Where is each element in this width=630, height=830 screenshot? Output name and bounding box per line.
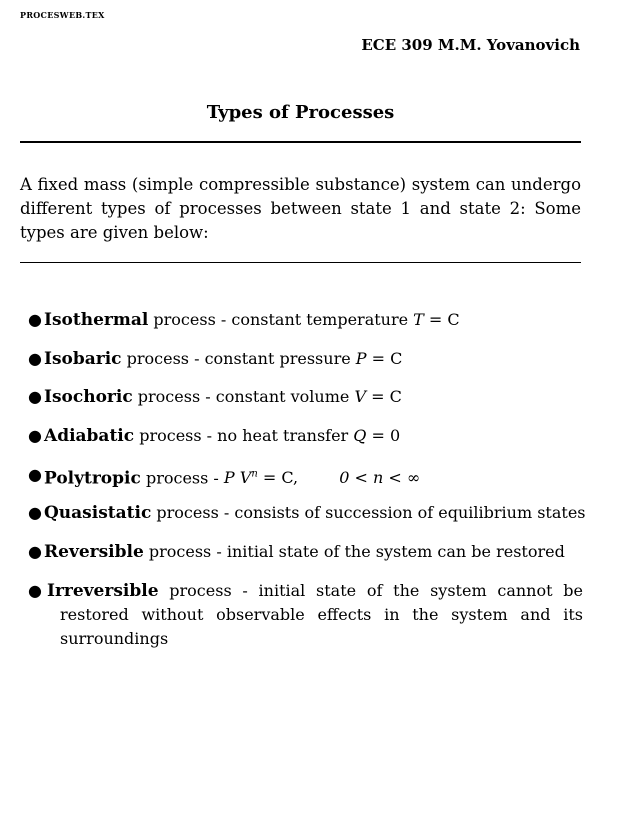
process-formula: T = C [413,310,460,329]
bullet-icon: ● [28,348,42,368]
file-name: PROCESWEB.TEX [20,10,105,20]
process-formula: Q = 0 [353,426,401,446]
process-term: Isobaric [44,348,122,369]
process-description: process - consists of succession of equilibrium states [156,503,586,523]
list-item-adiabatic [28,424,583,463]
list-item-isochoric [28,385,583,424]
bullet-icon: ● [28,580,42,600]
course-author: ECE 309 M.M. Yovanovich [361,36,580,54]
list-item-quasistatic [28,501,586,540]
process-term: Irreversible [47,580,159,601]
bullet-icon: ● [28,542,42,562]
process-description: process - constant volume [137,387,350,407]
polytropic-range: 0 < n < ∞ [339,468,421,488]
bullet-icon: ● [28,464,42,484]
process-formula: P $V^n = C$, [223,468,299,488]
process-description: process - initial state of the system cannot be restored without observable effects in the system and its surroundings [60,580,583,648]
process-term: Isochoric [44,387,133,408]
process-description: process - [145,468,219,488]
bullet-icon: ● [28,503,42,523]
list-item-isothermal [28,308,583,347]
process-description: process - constant temperature [153,310,409,329]
process-term: Quasistatic [44,503,152,524]
bullet-icon: ● [28,310,42,329]
process-description: process - initial state of the system can be restored [148,542,565,562]
process-description: process - no heat transfer [139,426,349,446]
list-item-reversible [28,540,583,579]
process-formula: P = C [355,348,403,368]
list-item-polytropic [28,463,583,502]
intro-rule [20,262,581,263]
list-item-irreversible [28,579,583,651]
process-formula: V = C [354,387,402,407]
process-term: Polytropic [44,468,141,489]
process-term: Isothermal [44,310,149,330]
bullet-icon: ● [28,387,42,407]
intro-paragraph: A fixed mass (simple compressible substance) system can undergo different types of processes between state 1 and state 2: Some types are given below: [20,175,581,242]
page-title: Types of Processes [206,102,395,123]
process-term: Reversible [44,542,144,563]
process-term: Adiabatic [44,426,135,447]
bullet-icon: ● [28,426,42,446]
title-rule [20,141,581,143]
list-item-isobaric [28,347,583,386]
process-list [28,308,586,651]
process-description: process - constant pressure [126,348,351,368]
